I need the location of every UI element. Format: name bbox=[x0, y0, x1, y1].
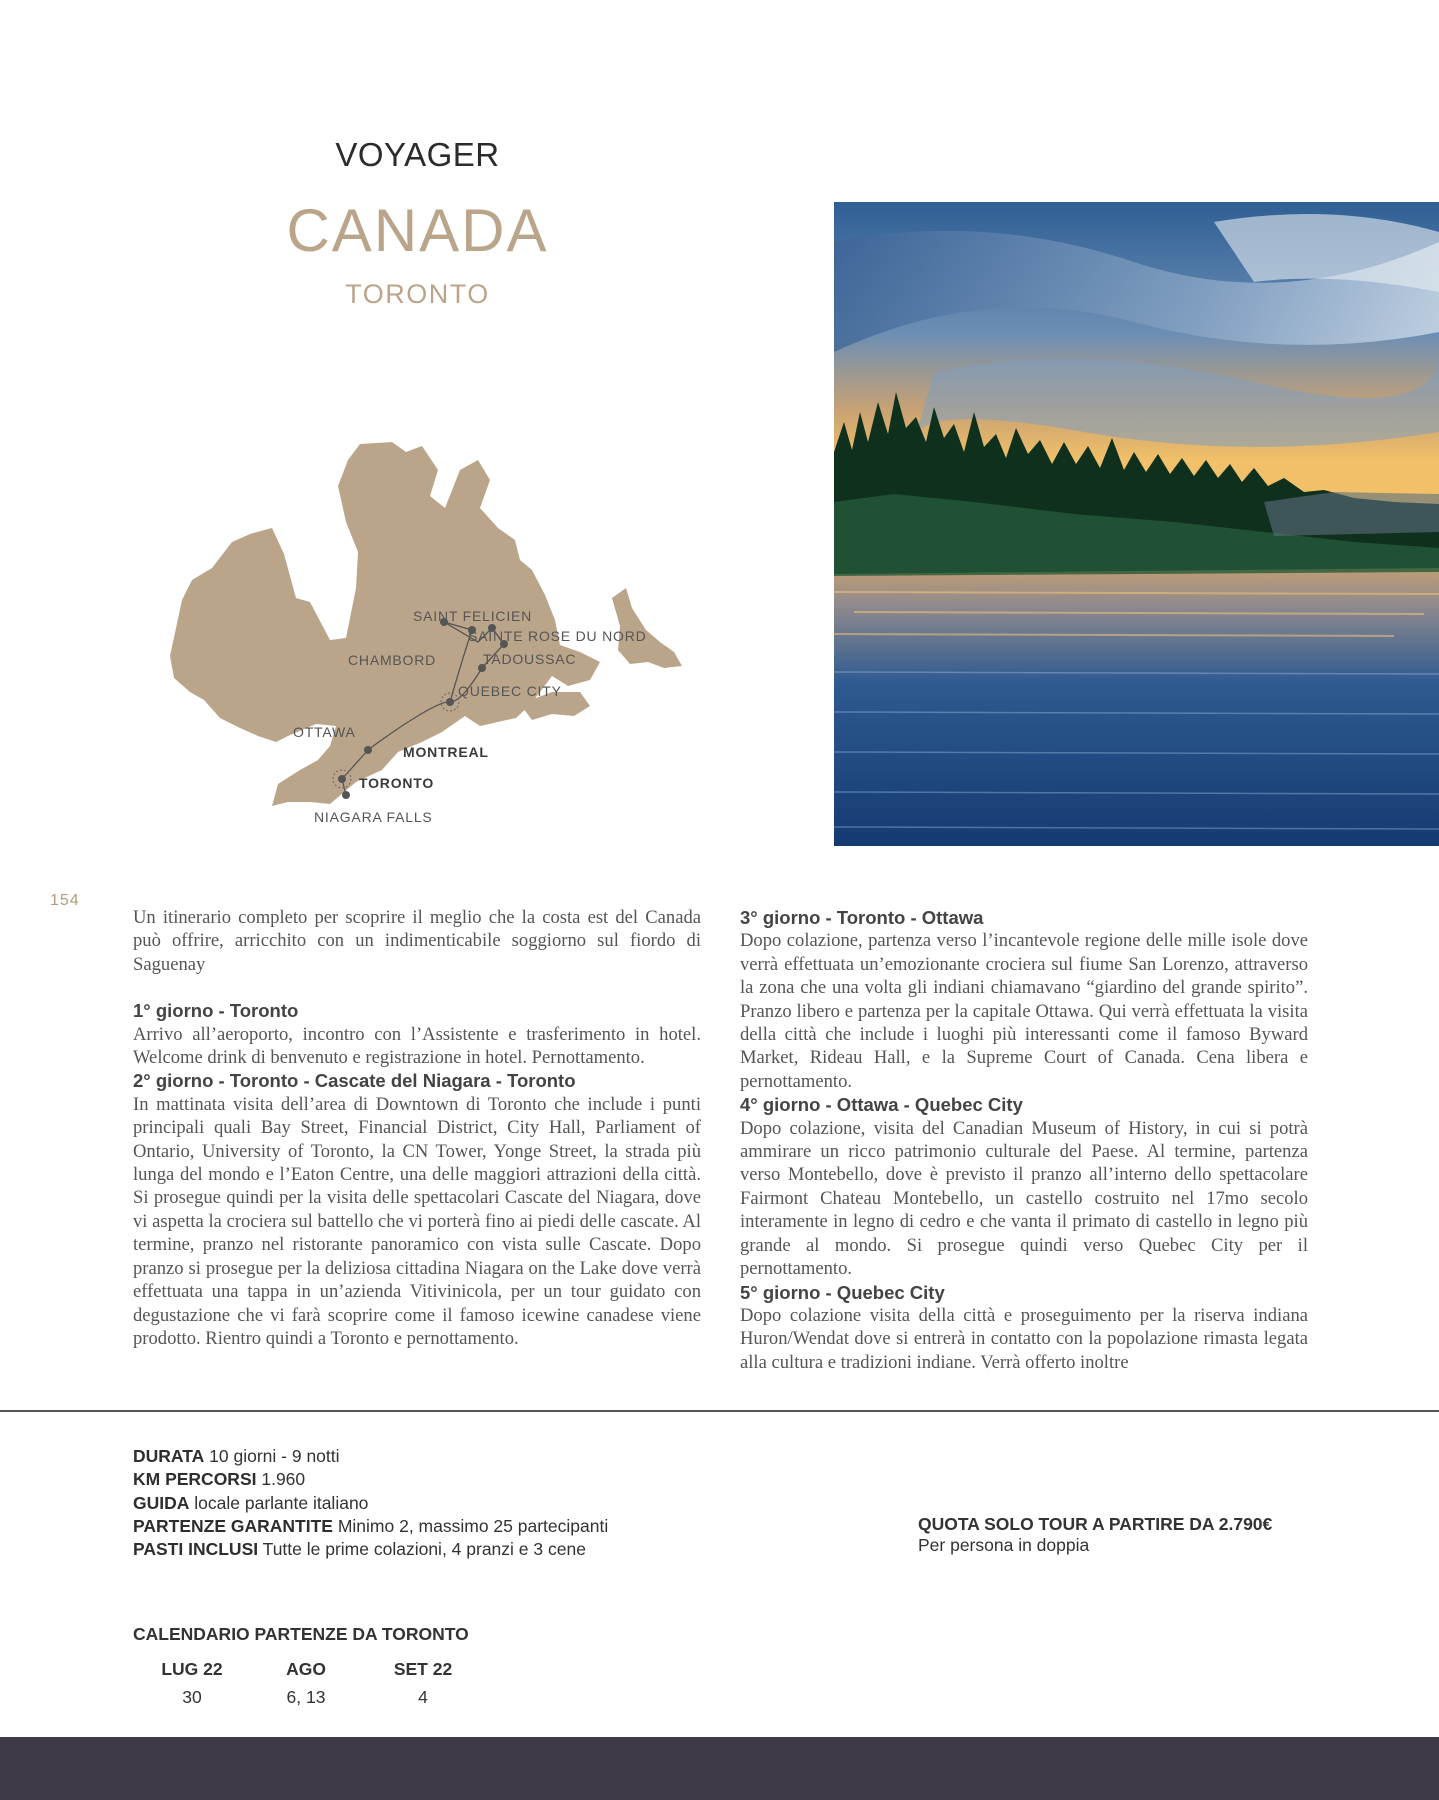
lake-sunset-image bbox=[834, 202, 1439, 846]
detail-label: DURATA bbox=[133, 1446, 205, 1466]
detail-value: locale parlante italiano bbox=[194, 1492, 369, 1513]
city-subtitle: TORONTO bbox=[345, 279, 490, 309]
calendar-column bbox=[140, 1655, 244, 1711]
detail-value: 1.960 bbox=[261, 1469, 306, 1490]
calendar-column bbox=[244, 1655, 368, 1711]
day-5-text: Dopo colazione visita della città e proseguimento per la riserva indiana Huron/Wendat dove si entrerà in contatto con la popolazione rimasta legata alla cultura e tradizioni indiane. Verrà offerto inoltre bbox=[740, 1304, 1308, 1373]
day-2-title: 2° giorno - Toronto - Cascate del Niagara - Toronto bbox=[133, 1070, 576, 1092]
label-quebec-city: QUEBEC CITY bbox=[458, 683, 562, 699]
calendar-month: SET 22 bbox=[393, 1659, 453, 1679]
day-2-text: In mattinata visita dell’area di Downtown di Toronto che include i punti principali quali Bay Street, Financial District, City Hall, Parliament of Ontario, University of Toronto, la CN Tower, Yonge Street, la strada più lunga del mondo e l’Eaton Centre, una delle maggiori attrazioni della città. Si prosegue quindi per la visita delle spettacolari Cascate del Niagara, dove vi aspetta la crociera sul battello che vi porterà fino ai piedi delle cascate. Al termine, pranzo nel ristorante panoramico con vista sulle Cascate. Dopo pranzo si prosegue per la deliziosa cittadina Niagara on the Lake dove verrà effettuata una tappa in un’azienda Vitivinicola, per un tour guidato con degustazione che vi farà scoprire come il famoso icewine canadese viene prodotto. Rientro quindi a Toronto e pernottamento. bbox=[133, 1093, 701, 1349]
brand-title: VOYAGER bbox=[335, 136, 500, 173]
detail-row bbox=[133, 1538, 608, 1561]
calendar-month: LUG 22 bbox=[161, 1659, 223, 1679]
section-divider bbox=[0, 1410, 1439, 1412]
label-sainte-rose: SAINTE ROSE DU NORD bbox=[468, 628, 647, 644]
departure-calendar bbox=[140, 1655, 478, 1711]
calendar-month: AGO bbox=[286, 1659, 326, 1679]
detail-label: KM PERCORSI bbox=[133, 1469, 257, 1490]
detail-label: PARTENZE GARANTITE bbox=[133, 1515, 333, 1536]
label-ottawa: OTTAWA bbox=[293, 724, 356, 740]
calendar-dates: 6, 13 bbox=[286, 1687, 326, 1707]
label-montreal: MONTREAL bbox=[403, 744, 489, 760]
quote-subtitle: Per persona in doppia bbox=[918, 1535, 1090, 1555]
label-toronto: TORONTO bbox=[359, 775, 435, 791]
itinerary-right-column bbox=[740, 906, 1308, 1374]
day-1-title: 1° giorno - Toronto bbox=[133, 1000, 299, 1022]
detail-label: PASTI INCLUSI bbox=[133, 1539, 259, 1560]
calendar-column bbox=[368, 1655, 478, 1711]
detail-value: Tutte le prime colazioni, 4 pranzi e 3 cene bbox=[262, 1539, 586, 1560]
tour-details bbox=[133, 1445, 608, 1561]
day-3-text: Dopo colazione, partenza verso l’incantevole regione delle mille isole dove verrà effettuata un’emozionante crociera sul fiume San Lorenzo, attraverso la zona che una volta gli indiani chiamavano “giardino del grande spirito”. Pranzo libero e partenza per la capitale Ottawa. Qui verrà effettuata la visita della città che include i luoghi più interessanti come il famoso Byward Market, Rideau Hall, e la Supreme Court of Canada. Cena libera e pernottamento. bbox=[740, 930, 1308, 1092]
map-land-main bbox=[170, 442, 600, 806]
country-title: CANADA bbox=[286, 197, 549, 264]
detail-row bbox=[133, 1445, 608, 1468]
day-5-title: 5° giorno - Quebec City bbox=[740, 1281, 945, 1303]
detail-row bbox=[133, 1515, 608, 1538]
footer-band bbox=[0, 1737, 1439, 1800]
label-chambord: CHAMBORD bbox=[348, 652, 437, 668]
quote-title: QUOTA SOLO TOUR A PARTIRE DA 2.790€ bbox=[918, 1514, 1273, 1534]
itinerary-intro: Un itinerario completo per scoprire il meglio che la costa est del Canada può offrire, arricchito con un indimenticabile soggiorno sul fiordo di Saguenay bbox=[133, 907, 701, 975]
detail-value: Minimo 2, massimo 25 partecipanti bbox=[337, 1515, 609, 1536]
page-number: 154 bbox=[50, 892, 80, 909]
calendar-dates: 30 bbox=[182, 1687, 202, 1707]
day-3-title: 3° giorno - Toronto - Ottawa bbox=[740, 907, 984, 928]
price-quote bbox=[918, 1514, 1272, 1556]
calendar-title: CALENDARIO PARTENZE DA TORONTO bbox=[133, 1624, 469, 1644]
route-map bbox=[160, 430, 700, 830]
day-1-text: Arrivo all’aeroporto, incontro con l’Assistente e trasferimento in hotel. Welcome drink di benvenuto e registrazione in hotel. Pernottamento. bbox=[133, 1023, 701, 1069]
detail-value: 10 giorni - 9 notti bbox=[209, 1446, 340, 1466]
label-tadoussac: TADOUSSAC bbox=[483, 651, 577, 667]
itinerary-left-column bbox=[133, 906, 701, 1350]
day-4-title: 4° giorno - Ottawa - Quebec City bbox=[740, 1094, 1023, 1116]
detail-label: GUIDA bbox=[133, 1492, 190, 1513]
label-saint-felicien: SAINT FELICIEN bbox=[413, 608, 533, 624]
calendar-dates: 4 bbox=[418, 1687, 428, 1707]
day-4-text: Dopo colazione, visita del Canadian Museum of History, in cui si potrà ammirare un ricco patrimonio culturale del Paese. Al termine, partenza verso Montebello, dove è previsto il pranzo all’interno dello spettacolare Fairmont Chateau Montebello, un castello costruito nel 17mo secolo interamente in legno di cedro e che vanta il primato di castello in legno più grande al mondo. Si prosegue quindi verso Quebec City per il pernottamento. bbox=[740, 1117, 1308, 1280]
detail-row bbox=[133, 1468, 608, 1491]
label-niagara-falls: NIAGARA FALLS bbox=[314, 809, 433, 825]
detail-row bbox=[133, 1492, 608, 1515]
